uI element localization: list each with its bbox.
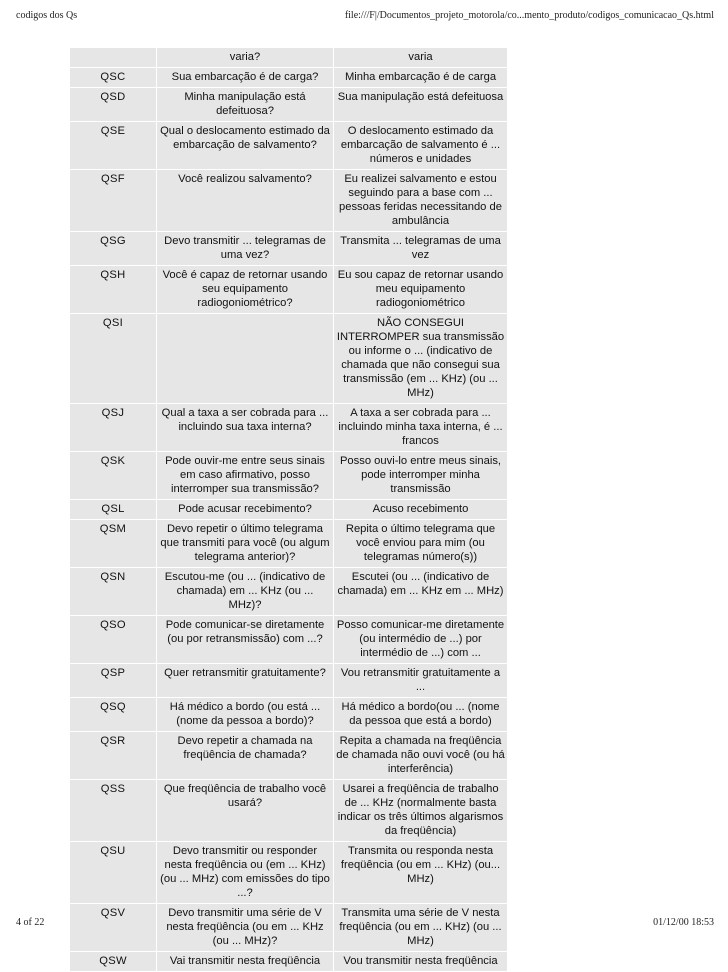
question-cell: Minha manipulação está defeituosa? (157, 88, 334, 122)
question-cell (157, 314, 334, 404)
q-code-cell: QSL (70, 500, 157, 520)
table-row (70, 404, 508, 452)
question-cell: Pode comunicar-se diretamente (ou por retransmissão) com ...? (157, 616, 334, 664)
q-code-cell: QSO (70, 616, 157, 664)
table-row (70, 170, 508, 232)
table-row (70, 314, 508, 404)
question-cell: Devo transmitir ou responder nesta freqüência ou (em ... KHz) (ou ... MHz) com emissões do tipo ...? (157, 842, 334, 904)
table-row (70, 122, 508, 170)
q-code-cell: QSC (70, 68, 157, 88)
answer-cell: O deslocamento estimado da embarcação de salvamento é ... números e unidades (334, 122, 508, 170)
q-code-cell: QSV (70, 904, 157, 952)
q-code-cell: QSN (70, 568, 157, 616)
table-row (70, 732, 508, 780)
q-code-cell: QSW (70, 952, 157, 972)
q-code-cell: QSP (70, 664, 157, 698)
table-row (70, 68, 508, 88)
answer-cell: Vou transmitir nesta freqüência (334, 952, 508, 972)
q-code-cell (70, 48, 157, 68)
answer-cell: Transmita ou responda nesta freqüência (ou em ... KHz) (ou... MHz) (334, 842, 508, 904)
page-number: 4 of 22 (16, 917, 45, 928)
answer-cell: varia (334, 48, 508, 68)
answer-cell: Há médico a bordo(ou ... (nome da pessoa que está a bordo) (334, 698, 508, 732)
table-row (70, 780, 508, 842)
answer-cell: A taxa a ser cobrada para ... incluindo minha taxa interna, é ... francos (334, 404, 508, 452)
q-code-cell: QSG (70, 232, 157, 266)
q-code-cell: QSE (70, 122, 157, 170)
q-code-cell: QSD (70, 88, 157, 122)
answer-cell: Eu sou capaz de retornar usando meu equipamento radiogoniométrico (334, 266, 508, 314)
table-row (70, 500, 508, 520)
table-row (70, 452, 508, 500)
question-cell: Pode ouvir-me entre seus sinais em caso afirmativo, posso interromper sua transmissão? (157, 452, 334, 500)
answer-cell: Minha embarcação é de carga (334, 68, 508, 88)
question-cell: Devo transmitir uma série de V nesta freqüência (ou em ... KHz (ou ... MHz)? (157, 904, 334, 952)
answer-cell: Posso ouvi-lo entre meus sinais, pode interromper minha transmissão (334, 452, 508, 500)
table-row (70, 698, 508, 732)
answer-cell: Acuso recebimento (334, 500, 508, 520)
table-row (70, 520, 508, 568)
answer-cell: Usarei a freqüência de trabalho de ... KHz (normalmente basta indicar os três últimos algarismos da freqüência) (334, 780, 508, 842)
q-code-cell: QSJ (70, 404, 157, 452)
question-cell: Vai transmitir nesta freqüência (157, 952, 334, 972)
table-row (70, 568, 508, 616)
table-row (70, 904, 508, 952)
table-row (70, 48, 508, 68)
answer-cell: Eu realizei salvamento e estou seguindo para a base com ... pessoas feridas necessitando de ambulância (334, 170, 508, 232)
answer-cell: Transmita ... telegramas de uma vez (334, 232, 508, 266)
question-cell: Você realizou salvamento? (157, 170, 334, 232)
answer-cell: NÃO CONSEGUI INTERROMPER sua transmissão ou informe o ... (indicativo de chamada que não consegui sua transmissão (em ... KHz) (ou ... MHz) (334, 314, 508, 404)
print-datetime: 01/12/00 18:53 (653, 917, 714, 928)
q-code-cell: QSF (70, 170, 157, 232)
answer-cell: Escutei (ou ... (indicativo de chamada) em ... KHz em ... MHz) (334, 568, 508, 616)
table-row (70, 842, 508, 904)
answer-cell: Repita a chamada na freqüência de chamada não ouvi você (ou há interferência) (334, 732, 508, 780)
question-cell: Devo repetir a chamada na freqüência de chamada? (157, 732, 334, 780)
question-cell: Qual o deslocamento estimado da embarcação de salvamento? (157, 122, 334, 170)
q-code-cell: QSM (70, 520, 157, 568)
table-row (70, 88, 508, 122)
answer-cell: Posso comunicar-me diretamente (ou intermédio de ...) por intermédio de ...) com ... (334, 616, 508, 664)
page-header-url: file:///F|/Documentos_projeto_motorola/co...mento_produto/codigos_comunicacao_Qs.html (344, 10, 714, 21)
q-code-cell: QSH (70, 266, 157, 314)
answer-cell: Repita o último telegrama que você enviou para mim (ou telegramas número(s)) (334, 520, 508, 568)
question-cell: Devo repetir o último telegrama que transmiti para você (ou algum telegrama anterior)? (157, 520, 334, 568)
q-code-cell: QSQ (70, 698, 157, 732)
answer-cell: Transmita uma série de V nesta freqüência (ou em ... KHz) (ou ... MHz) (334, 904, 508, 952)
table-row (70, 664, 508, 698)
question-cell: Qual a taxa a ser cobrada para ... incluindo sua taxa interna? (157, 404, 334, 452)
table-row (70, 266, 508, 314)
question-cell: Você é capaz de retornar usando seu equipamento radiogoniométrico? (157, 266, 334, 314)
question-cell: Pode acusar recebimento? (157, 500, 334, 520)
answer-cell: Vou retransmitir gratuitamente a ... (334, 664, 508, 698)
question-cell: Quer retransmitir gratuitamente? (157, 664, 334, 698)
question-cell: varia? (157, 48, 334, 68)
table-row (70, 232, 508, 266)
q-code-cell: QSI (70, 314, 157, 404)
table-row (70, 616, 508, 664)
question-cell: Sua embarcação é de carga? (157, 68, 334, 88)
question-cell: Escutou-me (ou ... (indicativo de chamada) em ... KHz (ou ... MHz)? (157, 568, 334, 616)
table-row (70, 952, 508, 972)
question-cell: Devo transmitir ... telegramas de uma vez? (157, 232, 334, 266)
q-codes-table (70, 48, 508, 972)
q-code-cell: QSU (70, 842, 157, 904)
q-code-cell: QSR (70, 732, 157, 780)
page-header-title: codigos dos Qs (16, 10, 78, 21)
q-code-cell: QSK (70, 452, 157, 500)
question-cell: Há médico a bordo (ou está ... (nome da pessoa a bordo)? (157, 698, 334, 732)
question-cell: Que freqüência de trabalho você usará? (157, 780, 334, 842)
q-code-cell: QSS (70, 780, 157, 842)
answer-cell: Sua manipulação está defeituosa (334, 88, 508, 122)
